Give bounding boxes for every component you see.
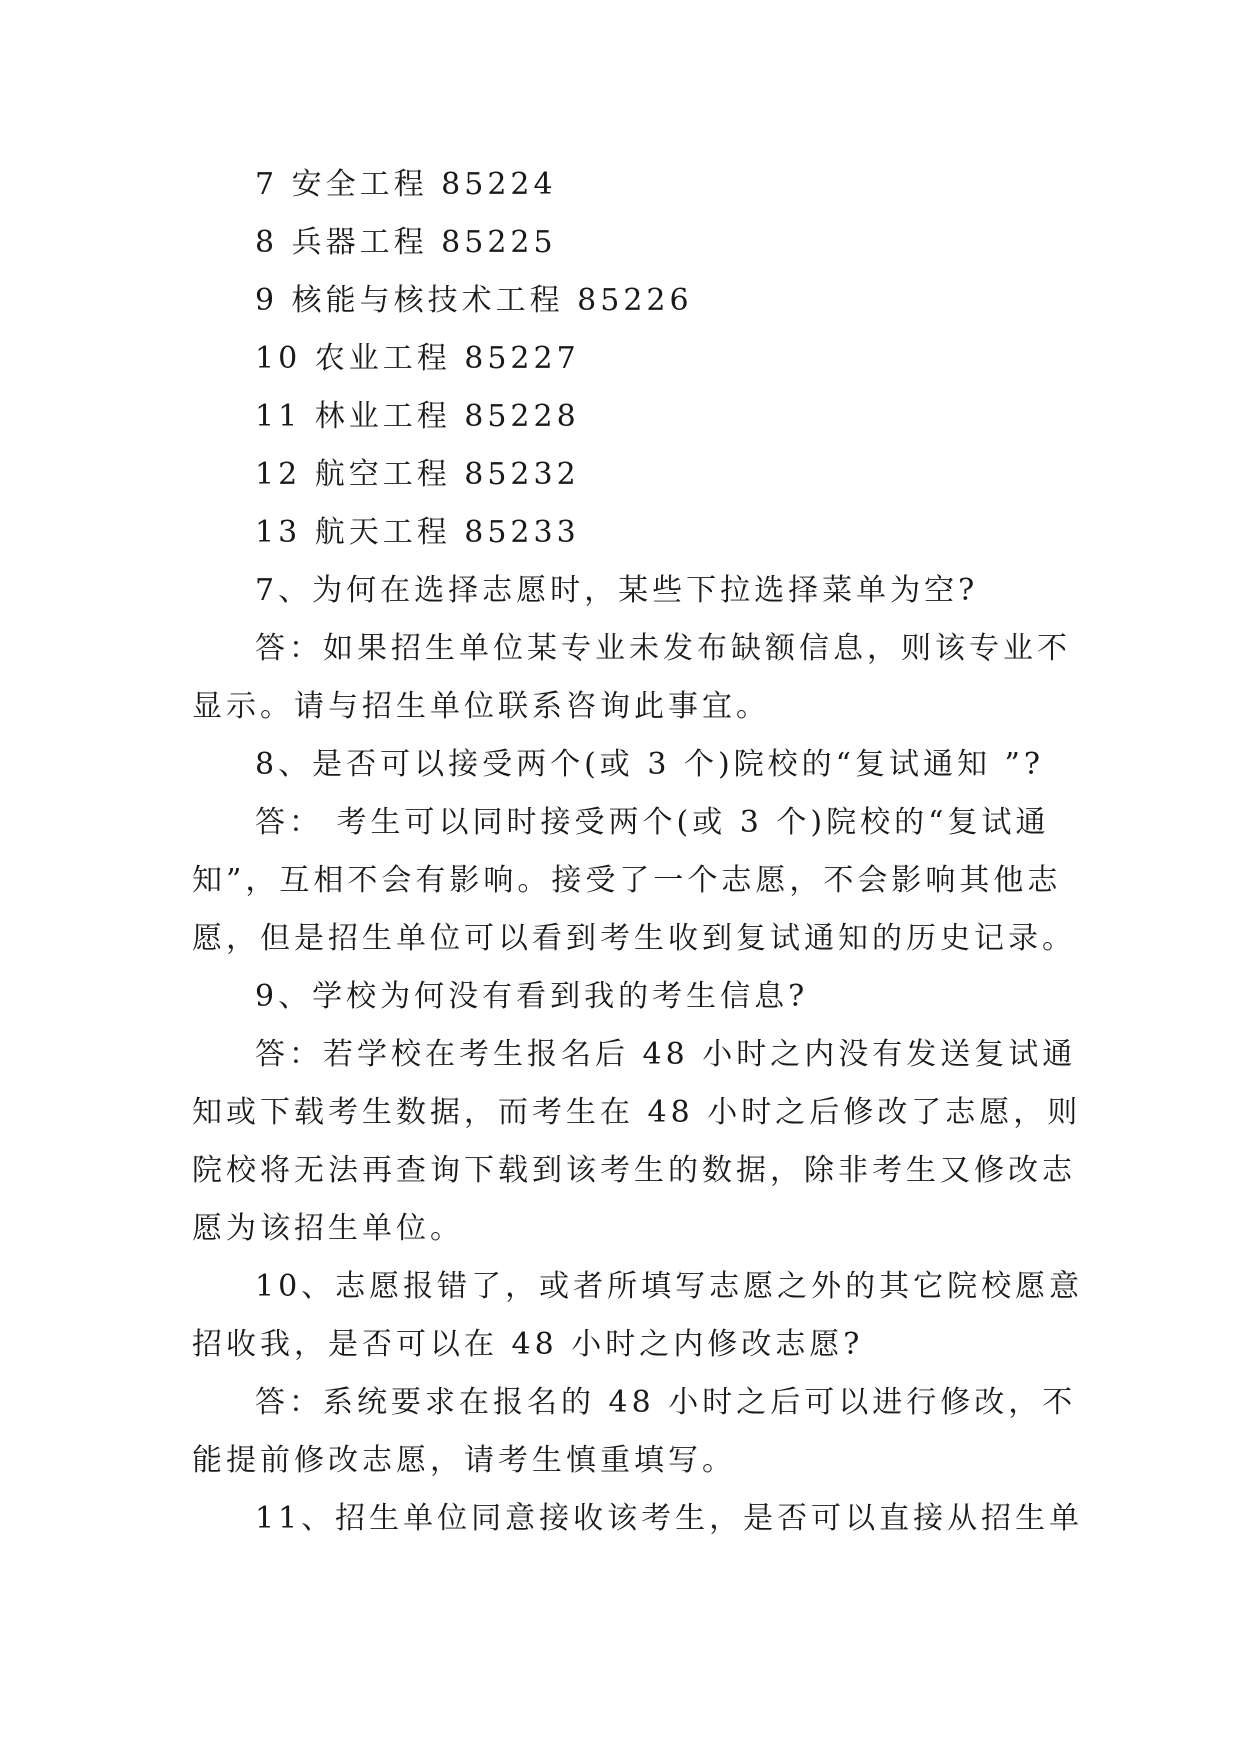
question-7: 7、为何在选择志愿时，某些下拉选择菜单为空? <box>255 573 979 608</box>
answer-9-line: 院校将无法再查询下载到该考生的数据，除非考生又修改志 <box>192 1153 1076 1188</box>
answer-10-line: 能提前修改志愿，请考生慎重填写。 <box>192 1443 736 1478</box>
answer-8-line: 愿，但是招生单位可以看到考生收到复试通知的历史记录。 <box>192 921 1076 956</box>
list-item: 9 核能与核技术工程 85226 <box>255 283 693 318</box>
answer-9-line: 知或下载考生数据，而考生在 48 小时之后修改了志愿，则 <box>192 1095 1082 1130</box>
list-item: 7 安全工程 85224 <box>255 167 557 202</box>
answer-9-line: 愿为该招生单位。 <box>192 1211 464 1246</box>
answer-8-line: 知”，互相不会有影响。接受了一个志愿，不会影响其他志 <box>192 863 1062 898</box>
answer-10-line: 答：系统要求在报名的 48 小时之后可以进行修改，不 <box>255 1385 1077 1420</box>
question-10-line: 招收我，是否可以在 48 小时之内修改志愿? <box>192 1327 864 1362</box>
list-item: 11 林业工程 85228 <box>255 399 580 434</box>
question-10: 10、志愿报错了，或者所填写志愿之外的其它院校愿意 <box>255 1269 1084 1304</box>
list-item: 13 航天工程 85233 <box>255 515 580 550</box>
answer-9-line: 答：若学校在考生报名后 48 小时之内没有发送复试通 <box>255 1037 1077 1072</box>
answer-8-line: 答： 考生可以同时接受两个(或 3 个)院校的“复试通 <box>255 805 1050 840</box>
list-item: 10 农业工程 85227 <box>255 341 580 376</box>
question-8: 8、是否可以接受两个(或 3 个)院校的“复试通知 ”? <box>255 747 1044 782</box>
list-item: 12 航空工程 85232 <box>255 457 580 492</box>
list-item: 8 兵器工程 85225 <box>255 225 557 260</box>
answer-7-line: 显示。请与招生单位联系咨询此事宜。 <box>192 689 770 724</box>
question-11: 11、招生单位同意接收该考生，是否可以直接从招生单 <box>255 1501 1084 1536</box>
answer-7-line: 答：如果招生单位某专业未发布缺额信息，则该专业不 <box>255 631 1071 666</box>
question-9: 9、学校为何没有看到我的考生信息? <box>255 979 809 1014</box>
